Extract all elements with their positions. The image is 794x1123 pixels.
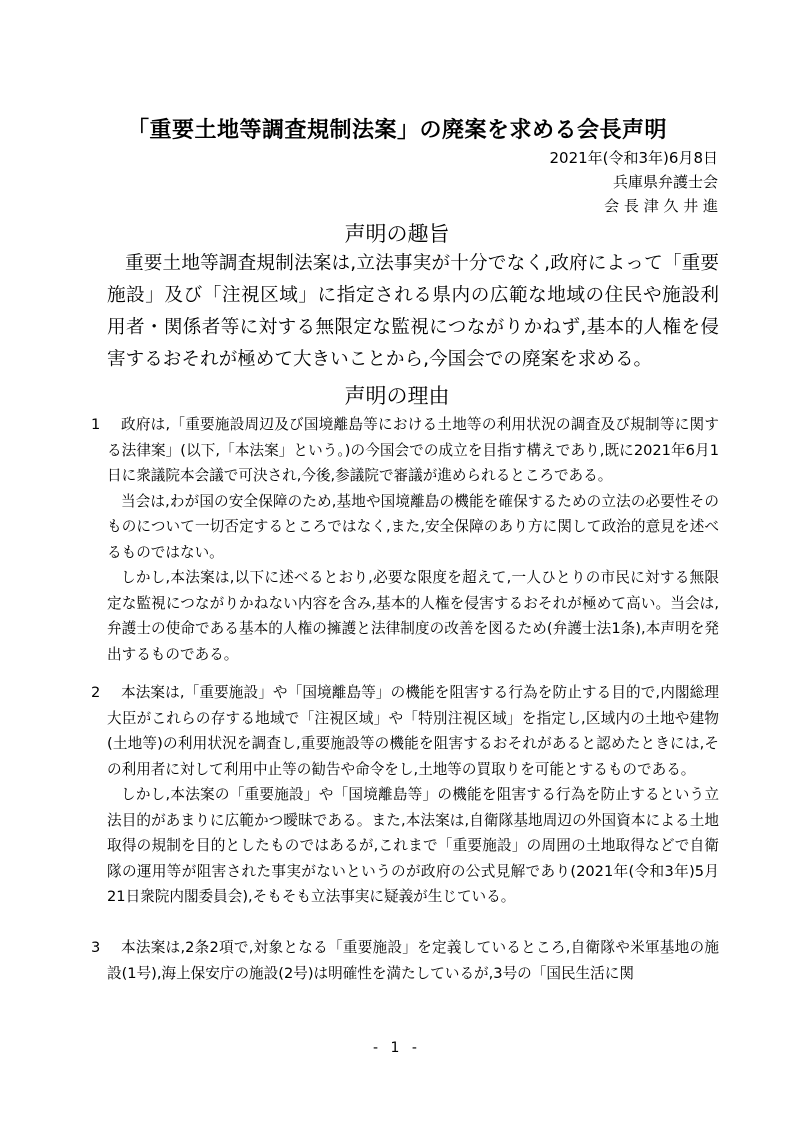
statement-date: 2021年(令和3年)6月8日: [549, 149, 718, 167]
section-paragraph: 本法案は,「重要施設」や「国境離島等」の機能を阻害する行為を防止する目的で,内閣総理大臣がこれらの存する地域で「注視区域」や「特別注視区域」を指定し,区域内の土地や建物(土地等)の利用状況を調査し,重要施設等の機能を阻害するおそれがあると認めたときには,その利用者に対して利用中止等の勧告や命令をし,土地等の買取りを可能とするものである。: [107, 684, 719, 778]
purpose-paragraph: 重要土地等調査規制法案は,立法事実が十分でなく,政府によって「重要施設」及び「注視区域」に指定される県内の広範な地域の住民や施設利用者・関係者等に対する無限定な監視につながりかねず,基本的人権を侵害するおそれが極めて大きいことから,今国会での廃案を求める。: [107, 253, 719, 370]
section-number: 1: [91, 416, 101, 433]
statement-meta: [549, 146, 718, 218]
section-number: 2: [91, 684, 101, 701]
section-2: [91, 680, 719, 910]
section-paragraph: しかし,本法案の「重要施設」や「国境離島等」の機能を阻害する行為を防止するという立法目的があまりに広範かつ曖昧である。また,本法案は,自衛隊基地周辺の外国資本による土地取得の規制を目的としたものではあるが,これまで「重要施設」の周囲の土地取得などで自衛隊の運用等が阻害された事実がないというのが政府の公式見解であり(2021年(令和3年)5月21日衆院内閣委員会),そもそも立法事実に疑義が生じている。: [107, 786, 719, 905]
section-paragraph: 当会は,わが国の安全保障のため,基地や国境離島の機能を確保するための立法の必要性そのものについて一切否定するところではなく,また,安全保障のあり方に関して政治的意見を述べるものではない。: [107, 492, 719, 561]
section-paragraph: 本法案は,2条2項で,対象となる「重要施設」を定義しているところ,自衛隊や米軍基地の施設(1号),海上保安庁の施設(2号)は明確性を満たしているが,3号の「国民生活に関: [107, 939, 719, 982]
heading-reason: 声明の理由: [344, 384, 450, 408]
section-1: [91, 412, 719, 667]
president-name: 会 長 津 久 井 進: [604, 197, 718, 215]
section-3: [91, 935, 719, 986]
document-title: 「重要土地等調査規制法案」の廃案を求める会長声明: [126, 118, 667, 143]
section-paragraph: 政府は,「重要施設周辺及び国境離島等における土地等の利用状況の調査及び規制等に関する法律案」(以下,「本法案」という。)の今国会での成立を目指す構えであり,既に2021年6月1日に衆議院本会議で可決され,今後,参議院で審議が進められるところである。: [107, 416, 719, 484]
bar-association-name: 兵庫県弁護士会: [612, 173, 718, 191]
section-paragraph: しかし,本法案は,以下に述べるとおり,必要な限度を超えて,一人ひとりの市民に対する無限定な監視につながりかねない内容を含み,基本的人権を侵害するおそれが極めて高い。当会は,弁護士の使命である基本的人権の擁護と法律制度の改善を図るため(弁護士法1条),本声明を発出するものである。: [107, 569, 719, 663]
heading-purpose: 声明の趣旨: [344, 222, 450, 246]
section-number: 3: [91, 939, 101, 956]
page-number: - 1 -: [373, 1040, 421, 1056]
